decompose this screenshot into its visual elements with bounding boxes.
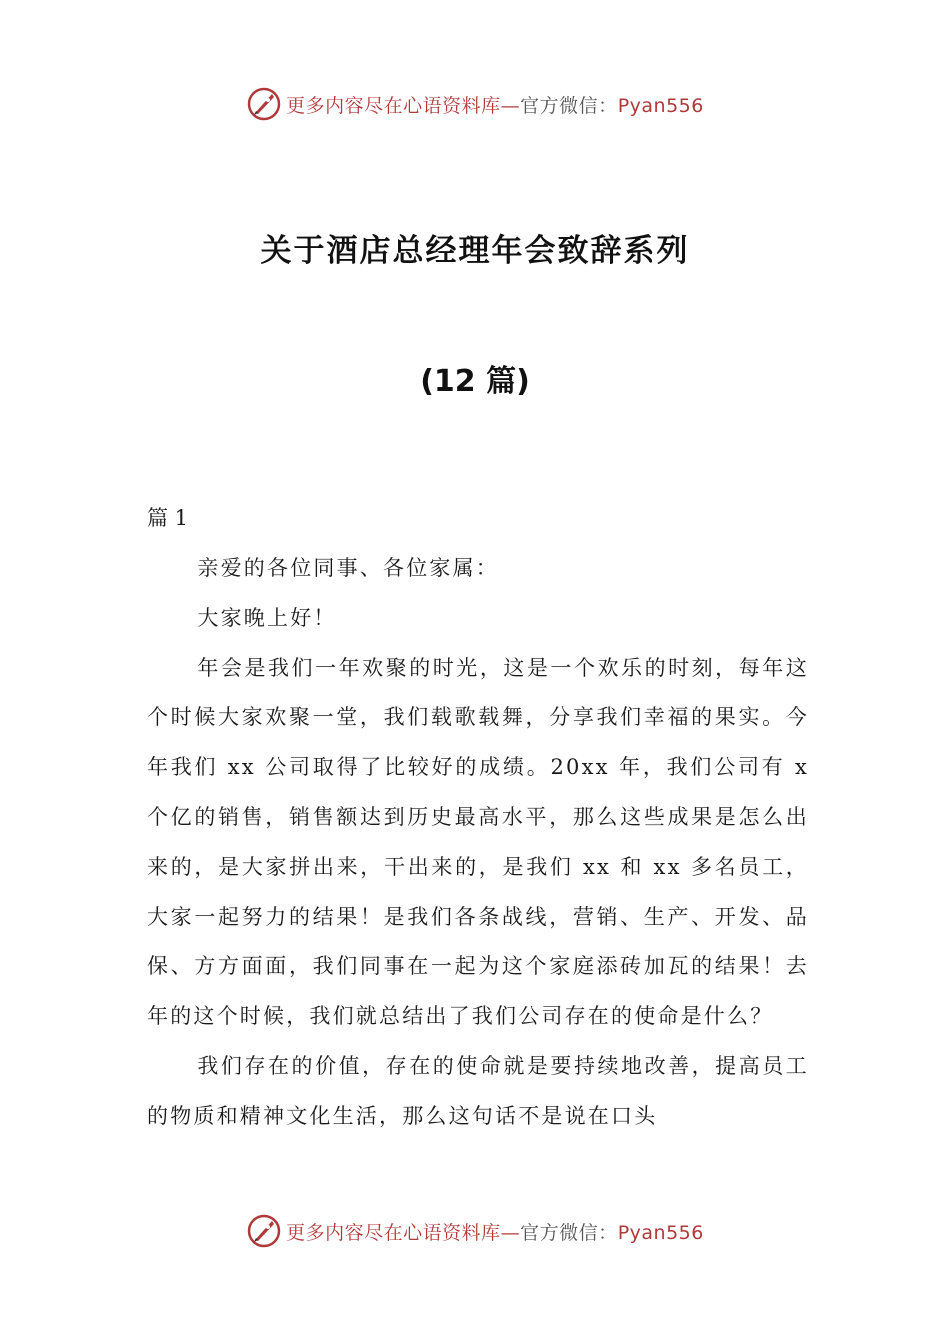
banner-wechat-label: 官方微信：: [520, 1221, 618, 1244]
quill-pen-logo-icon: [246, 86, 282, 122]
banner-wechat-label: 官方微信：: [520, 94, 618, 117]
paragraph-body: 我们存在的价值，存在的使命就是要持续地改善，提高员工的物质和精神文化生活，那么这句话不是说在口头: [147, 1053, 809, 1128]
banner-text: [286, 91, 704, 118]
paragraph-greeting: 亲爱的各位同事、各位家属：: [197, 556, 499, 580]
footer-banner: [0, 1211, 950, 1251]
document-subtitle: (12 篇): [420, 364, 530, 399]
document-title: 关于酒店总经理年会致辞系列: [260, 233, 690, 269]
section-label: 篇 1: [147, 506, 189, 530]
paragraph-body: 年会是我们一年欢聚的时光，这是一个欢乐的时刻，每年这个时候大家欢聚一堂，我们载歌载舞，分享我们幸福的果实。今年我们 xx 公司取得了比较好的成绩。20xx 年，我们公司有 x 个亿的销售，销售额达到历史最高水平，那么这些成果是怎么出来的，是大家拼出来，干出来的，是我们 xx 和 xx 多名员工，大家一起努力的结果！是我们各条战线，营销、生产、开发、品保、方方面面，我们同事在一起为这个家庭添砖加瓦的结果！去年的这个时候，我们就总结出了我们公司存在的使命是什么？: [147, 655, 809, 1029]
banner-promo: 更多内容尽在心语资料库: [286, 94, 501, 117]
quill-pen-logo-icon: [246, 1213, 282, 1249]
banner-separator: —: [500, 94, 521, 117]
document-body: [147, 544, 809, 1142]
banner-wechat-id: Pyan556: [617, 1221, 704, 1244]
paragraph-salutation: 大家晚上好！: [197, 605, 337, 630]
header-banner: [0, 84, 950, 124]
banner-separator: —: [500, 1221, 521, 1244]
banner-text: [286, 1218, 704, 1245]
banner-promo: 更多内容尽在心语资料库: [286, 1221, 501, 1244]
banner-wechat-id: Pyan556: [617, 94, 704, 117]
